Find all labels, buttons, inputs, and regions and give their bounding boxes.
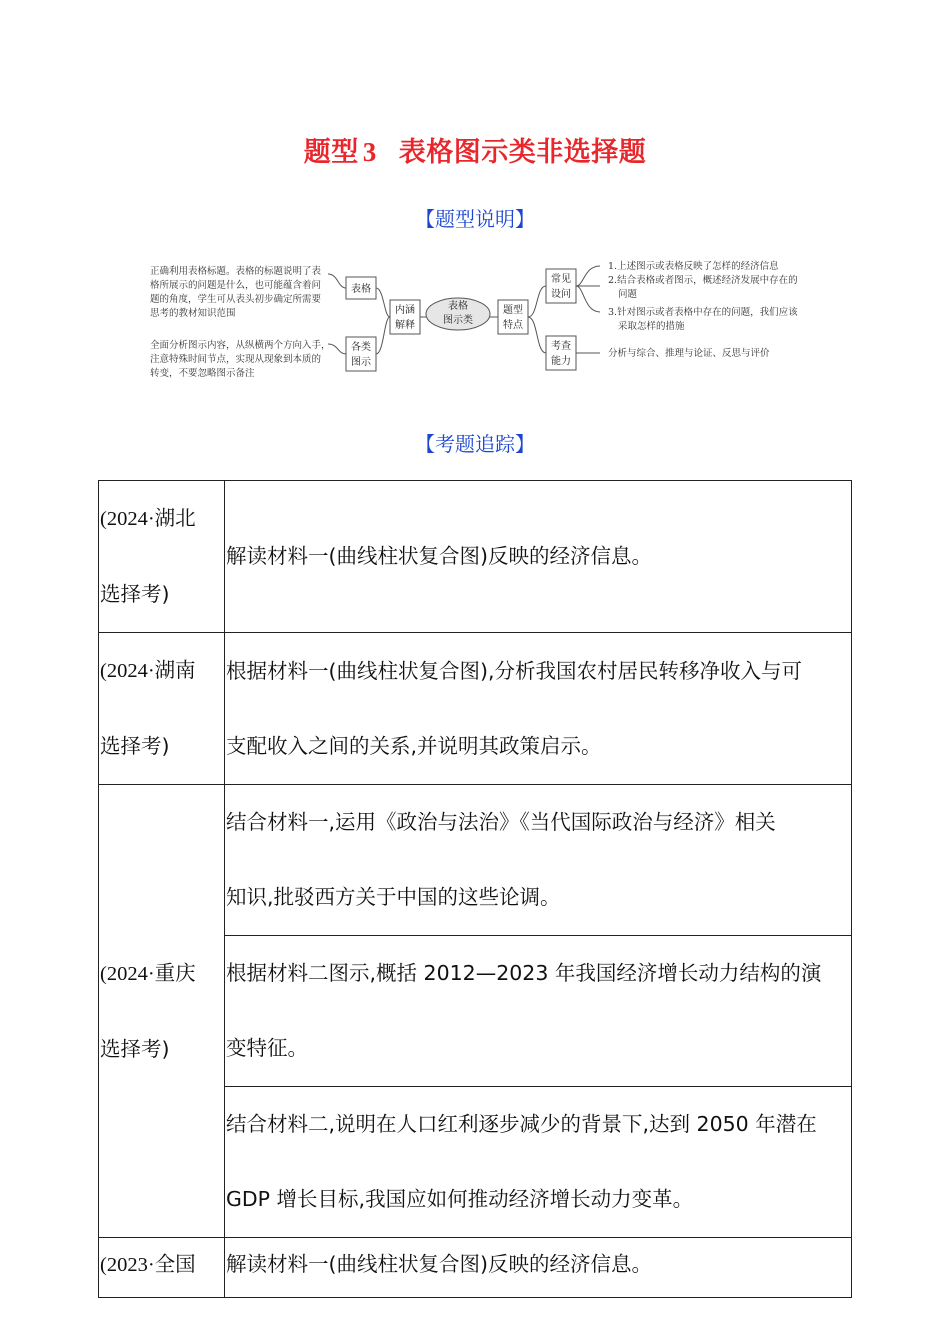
source-line: 选择考): [100, 1036, 170, 1061]
question-cell: [225, 633, 852, 785]
question-line: 根据材料二图示,概括 2012—2023 年我国经济增长动力结构的演: [226, 961, 822, 985]
source-cell: [99, 633, 225, 785]
table-note-4: 思考的教材知识范围: [150, 308, 236, 319]
questions-label-1: 常见: [551, 274, 571, 285]
question-note-2: 2.结合表格或者图示，概述经济发展中存在的: [608, 275, 798, 286]
question-cell: [225, 785, 852, 936]
ability-label-1: 考查: [551, 341, 571, 352]
center-label-2: 图示类: [443, 315, 473, 326]
ability-label-2: 能力: [551, 356, 571, 367]
question-note-5: 采取怎样的措施: [618, 321, 685, 332]
title-number: 3: [362, 137, 377, 167]
source-line: (2024·湖南: [100, 660, 196, 682]
questions-label-2: 设问: [551, 289, 571, 300]
question-cell: [225, 1238, 852, 1298]
source-cell: [99, 785, 225, 1238]
title-prefix: 题型: [303, 137, 359, 168]
question-line: 支配收入之间的关系,并说明其政策启示。: [226, 733, 602, 758]
table-label: 表格: [351, 284, 371, 295]
question-note-1: 1.上述图示或表格反映了怎样的经济信息: [608, 261, 779, 272]
title-main: 表格图示类非选择题: [398, 137, 647, 168]
question-line: 结合材料二,说明在人口红利逐步减少的背景下,达到 2050 年潜在: [226, 1112, 817, 1136]
question-cell: [225, 1087, 852, 1238]
source-line: (2024·重庆: [100, 962, 196, 985]
features-label-1: 题型: [503, 305, 523, 316]
diagram-note-2: 注意特殊时间节点，实现从现象到本质的: [150, 354, 322, 365]
source-cell: [99, 481, 225, 633]
question-note-4: 3.针对图示或者表格中存在的问题，我们应该: [608, 307, 798, 318]
table-row: [99, 481, 852, 633]
question-line: 根据材料一(曲线柱状复合图),分析我国农村居民转移净收入与可: [226, 658, 803, 683]
question-line: 知识,批驳西方关于中国的这些论调。: [226, 885, 561, 909]
features-label-2: 特点: [503, 320, 523, 331]
center-label-1: 表格: [448, 301, 468, 312]
diagram-note-3: 转变，不要忽略图示备注: [150, 368, 255, 379]
question-line: 解读材料一(曲线柱状复合图)反映的经济信息。: [226, 544, 652, 568]
section-heading-intro: 【题型说明】: [415, 207, 535, 231]
diagram-label-2: 图示: [351, 357, 371, 368]
diagram-label-1: 各类: [351, 342, 371, 353]
question-line: 变特征。: [226, 1036, 308, 1060]
concept-map: [140, 252, 820, 402]
inner-label-2: 解释: [395, 320, 415, 331]
question-line: 解读材料一(曲线柱状复合图)反映的经济信息。: [226, 1252, 652, 1276]
exam-tracking-table: [98, 480, 852, 1298]
source-line: 选择考): [100, 582, 170, 606]
question-cell: [225, 481, 852, 633]
table-note-2: 格所展示的问题是什么，也可能蕴含着问: [150, 280, 322, 291]
question-note-3: 问题: [618, 289, 638, 300]
page-title: [0, 130, 950, 169]
inner-label-1: 内涵: [395, 305, 415, 316]
table-row: [99, 785, 852, 936]
table-note-1: 正确利用表格标题。表格的标题说明了表: [150, 266, 322, 277]
table-row: [99, 1238, 852, 1298]
source-line: 选择考): [100, 734, 170, 758]
question-line: 结合材料一,运用《政治与法治》《当代国际政治与经济》相关: [226, 810, 776, 834]
section-heading-track: 【考题追踪】: [415, 432, 535, 456]
table-note-3: 题的角度，学生可从表头初步确定所需要: [150, 294, 322, 305]
source-line: (2024·湖北: [100, 508, 196, 530]
ability-note: 分析与综合、推理与论证、反思与评价: [608, 348, 770, 359]
source-line: (2023·全国: [100, 1254, 196, 1276]
question-cell: [225, 936, 852, 1087]
table-row: [99, 633, 852, 785]
diagram-note-1: 全面分析图示内容，从纵横两个方向入手，: [150, 340, 331, 351]
source-cell: [99, 1238, 225, 1298]
question-line: GDP 增长目标,我国应如何推动经济增长动力变革。: [226, 1187, 694, 1211]
